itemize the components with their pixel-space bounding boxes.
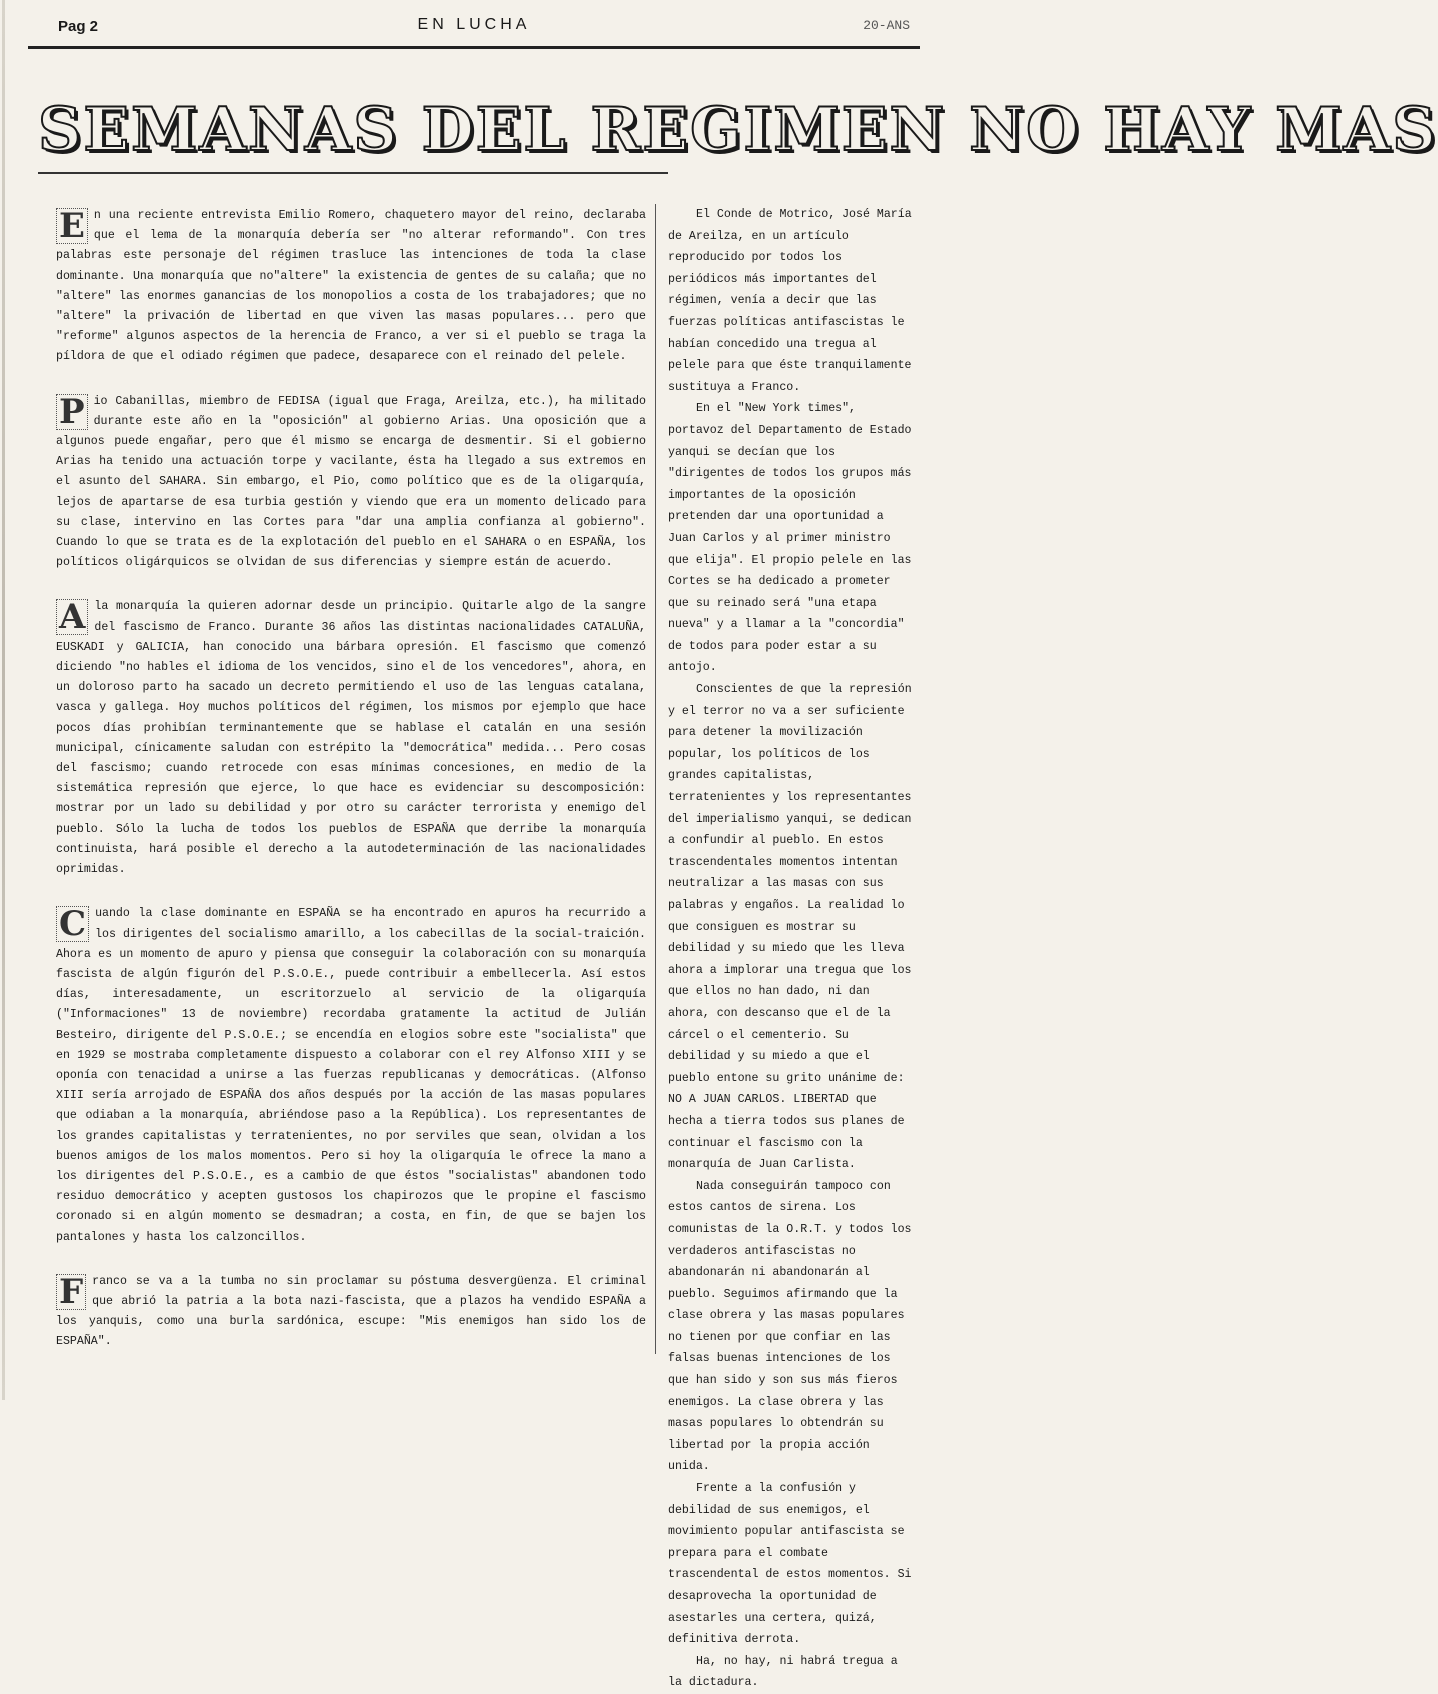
side-paragraph-5: Frente a la confusión y debilidad de sus enemigos, el movimiento popular antifascista se prepara para el combate trascendental de estos momentos. Si desaprovecha la oportunidad de asestarles una certera, quizá, definitiva derrota. [668, 1482, 912, 1647]
main-paragraph-5 [56, 1272, 646, 1353]
page-header [28, 12, 920, 49]
main-column [56, 206, 646, 1377]
main-paragraph-4-text: uando la clase dominante en ESPAÑA se ha encontrado en apuros ha recurrido a los dirigentes del socialismo amarillo, a los cabecillas de la social-traición. Ahora es un momento de apuro y piensa que conseguir la colaboración con su monarquía fascista de algún figurón del P.S.O.E., puede contribuir a embellecerla. Así estos días, interesadamente, un escritorzuelo al servicio de la oligarquía ("Informaciones" 13 de noviembre) recordaba gratamente la actitud de Julián Besteiro, dirigente del P.S.O.E.; se encendía en elogios sobre este "socialista" que en 1929 se mostraba completamente dispuesto a colaborar con el rey Alfonso XIII y se oponía con tenacidad a unirse a las fuerzas republicanas y democráticas. (Alfonso XIII sería arrojado de ESPAÑA dos años después por la acción de las masas populares que odiaban a la monarquía, abriéndose paso a la República). Los representantes de los grandes capitalistas y terratenientes, no por serviles que sean, olvidan a los buenos amigos de los malos momentos. Pero si hoy la oligarquía le ofrece la mano a los dirigentes del P.S.O.E., es a cambio de que éstos "socialistas" abandonen todo residuo democrático y acepten gustosos los chapirozos que le propine el fascismo coronado si en algún momento se desmadran; a costa, en fin, de que se bajen los pantalones y hasta los calzoncillos. [56, 907, 646, 1244]
scan-edge-shadow [2, 0, 5, 1400]
main-paragraph-2 [56, 392, 646, 574]
dropcap-4: C [56, 906, 89, 942]
side-paragraph-3: Conscientes de que la represión y el terror no va a ser suficiente para detener la movilización popular, los políticos de los grandes capitalistas, terratenientes y los representantes del imperialismo yanqui, se dedican a confundir al pueblo. En estos trascendentales momentos intentan neutralizar a las masas con sus palabras y engaños. La realidad lo que consiguen es mostrar su debilidad y su miedo que les lleva ahora a implorar una tregua que los que ellos no han dado, ni dan ahora, con descanso que el de la cárcel o el cementerio. Su debilidad y su miedo a que el pueblo entone su grito unánime de: NO A JUAN CARLOS. LIBERTAD que hecha a tierra todos sus planes de continuar el fascismo con la monarquía de Juan Carlista. [668, 683, 912, 1172]
main-paragraph-2-text: io Cabanillas, miembro de FEDISA (igual que Fraga, Areilza, etc.), ha militado durante este año en la "oposición" al gobierno Arias. Una oposición que a algunos puede engañar, pero que él mismo se encarga de desmentir. Si el gobierno Arias ha tenido una actuación torpe y vacilante, ésta ha llegado a sus extremos en el asunto del SAHARA. Sin embargo, el Pio, como político que es de la oligarquía, lejos de apartarse de esa turbia gestión y viendo que era un momento delicado para su clase, intervino en las Cortes para "dar una amplia confianza al gobierno". Cuando lo que se trata es de la explotación del pueblo en el SAHARA o en ESPAÑA, los políticos oligárquicos se olvidan de sus diferencias y siempre están de acuerdo. [56, 394, 646, 570]
dropcap-5: F [56, 1274, 86, 1310]
side-paragraph-2: En el "New York times", portavoz del Departamento de Estado yanqui se decían que los "dirigentes de todos los grupos más importantes de la oposición pretenden dar una oportunidad a Juan Carlos y al primer ministro que elija". El propio pelele en las Cortes se ha dedicado a prometer que su reinado será "una etapa nueva" y a llamar a la "concordia" de todos para poder estar a su antojo. [668, 402, 912, 675]
dropcap-3: A [56, 599, 88, 635]
side-column [668, 204, 918, 1694]
main-paragraph-1 [56, 206, 646, 368]
side-paragraph-1: El Conde de Motrico, José María de Areilza, en un artículo reproducido por todos los periódicos más importantes del régimen, venía a decir que las fuerzas políticas antifascistas le habían concedido una tregua al pelele para que éste tranquilamente sustituya a Franco. [668, 208, 912, 394]
page-number-label: Pag 2 [58, 18, 99, 35]
headline-rule [38, 172, 668, 174]
article-headline: SEMANAS DEL REGIMEN NO HAY MAS [38, 95, 1438, 165]
side-paragraph-6: Ha, no hay, ni habrá tregua a la dictadura. [668, 1654, 898, 1690]
column-divider [655, 204, 656, 1354]
newspaper-masthead: EN LUCHA [417, 16, 531, 33]
dropcap-1: E [56, 208, 88, 244]
main-paragraph-4 [56, 904, 646, 1247]
main-paragraph-3-text: la monarquía la quieren adornar desde un principio. Quitarle algo de la sangre del fascismo de Franco. Durante 36 años las distintas nacionalidades CATALUÑA, EUSKADI y GALICIA, han conocido una bárbara opresión. El fascismo que comenzó diciendo "no hables el idioma de los vencidos, sino el de los vencedores", ahora, en un doloroso parto ha sacado un decreto permitiendo el uso de las lenguas catalana, vasca y gallega. Hoy muchos políticos del régimen, los mismos por ejemplo que hace pocos días prohibían terminantemente que se hablase el catalán en una sesión municipal, cínicamente saludan con estrépito la "democrática" medida... Pero cosas del fascismo; cuando retrocede con esas mínimas concesiones, en medio de la sistemática represión que ejerce, lo que hace es evidenciar su descomposición: mostrar por un lado su debilidad y por otro su carácter terrorista y enemigo del pueblo. Sólo la lucha de todos los pueblos de ESPAÑA que derribe la monarquía continuista, hará posible el derecho a la autodeterminación de las nacionalidades oprimidas. [56, 600, 646, 877]
dropcap-2: P [56, 394, 88, 430]
issue-mark: 20-ANS [863, 18, 910, 33]
main-paragraph-5-text: ranco se va a la tumba no sin proclamar su póstuma desvergüenza. El criminal que abrió la patria a la bota nazi-fascista, que a plazos ha vendido ESPAÑA a los yanquis, como una burla sardónica, escupe: "Mis enemigos han sido los de ESPAÑA". [56, 1274, 646, 1349]
main-paragraph-3 [56, 597, 646, 880]
side-paragraph-4: Nada conseguirán tampoco con estos cantos de sirena. Los comunistas de la O.R.T. y todos los verdaderos antifascistas no abandonarán ni abandonarán al pueblo. Seguimos afirmando que la clase obrera y las masas populares no tienen por que confiar en las falsas buenas intenciones de los que han sido y son sus más fieros enemigos. La clase obrera y las masas populares lo obtendrán su libertad por la propia acción unida. [668, 1179, 912, 1474]
main-paragraph-1-text: n una reciente entrevista Emilio Romero, chaquetero mayor del reino, declaraba que el lema de la monarquía debería ser "no alterar reformando". Con tres palabras este personaje del régimen trasluce las intenciones de toda la clase dominante. Una monarquía que no"altere" la existencia de gentes de su calaña; que no "altere" las enormes ganancias de los monopolios a costa de los trabajadores; que no "altere" la privación de libertad en que viven las masas populares... pero que "reforme" algunos aspectos de la herencia de Franco, a ver si el pueblo se traga la píldora de que el odiado régimen que padece, desaparece con el reinado del pelele. [56, 209, 646, 364]
